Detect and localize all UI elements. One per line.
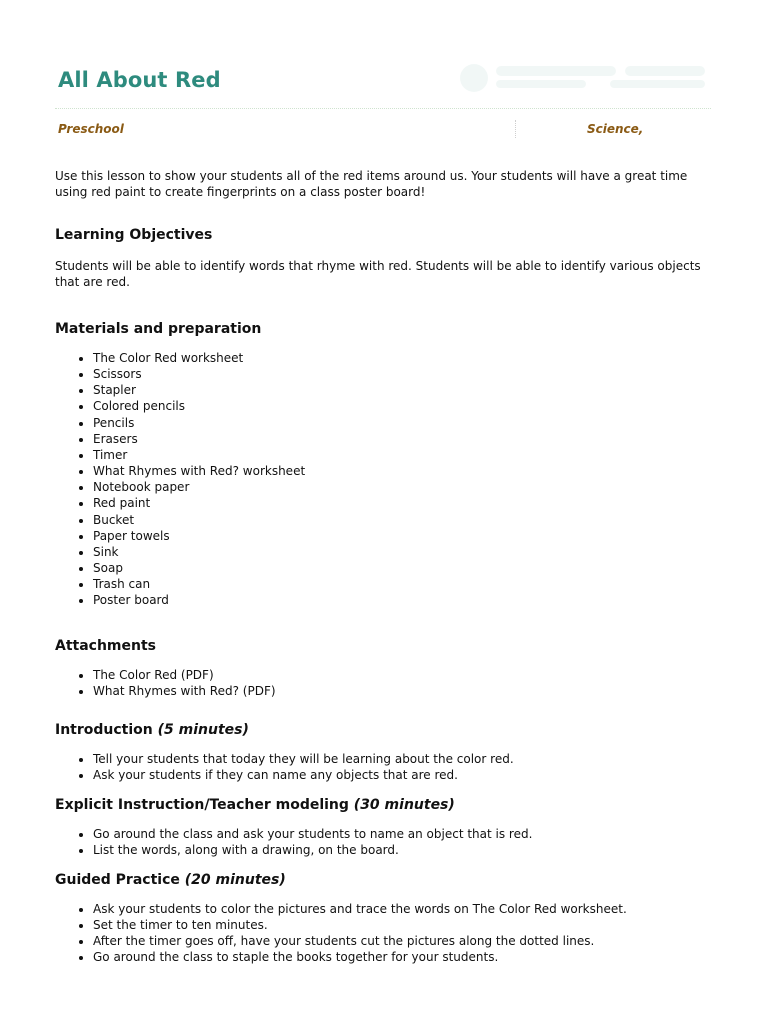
list-item: • Tell your students that today they will be learning about the color red. xyxy=(93,751,715,767)
attachment-link-color-red[interactable]: • The Color Red (PDF) xyxy=(93,667,715,683)
attachments-list xyxy=(55,667,715,699)
guided-list xyxy=(55,901,715,966)
list-item: • Colored pencils xyxy=(93,398,715,414)
guided-heading-text: Guided Practice xyxy=(55,872,180,888)
list-item: • Notebook paper xyxy=(93,479,715,495)
explicit-list xyxy=(55,826,715,858)
list-item: • Soap xyxy=(93,560,715,576)
list-item: • Trash can xyxy=(93,576,715,592)
explicit-heading xyxy=(55,797,715,813)
objectives-text: Students will be able to identify words that rhyme with red. Students will be able to identify various objects that are red. xyxy=(55,259,701,289)
introduction-heading xyxy=(55,722,715,738)
list-item: • Set the timer to ten minutes. xyxy=(93,917,715,933)
introduction-duration: (5 minutes) xyxy=(157,722,249,738)
guided-practice-section xyxy=(55,872,715,966)
watermark-logo xyxy=(460,60,710,100)
list-item: • Red paint xyxy=(93,495,715,511)
page-title: All About Red xyxy=(58,68,221,92)
list-item: • Timer xyxy=(93,447,715,463)
list-item: • Pencils xyxy=(93,415,715,431)
list-item: • Go around the class to staple the books together for your students. xyxy=(93,949,715,965)
materials-section xyxy=(55,321,715,609)
subject-label: Science, xyxy=(587,122,644,136)
introduction-heading-text: Introduction xyxy=(55,722,153,738)
attachments-section xyxy=(55,638,715,699)
lesson-meta xyxy=(55,122,711,140)
objectives-section xyxy=(55,227,715,290)
guided-duration: (20 minutes) xyxy=(184,872,286,888)
list-item: • What Rhymes with Red? worksheet xyxy=(93,463,715,479)
materials-list xyxy=(55,350,715,609)
list-item: • Erasers xyxy=(93,431,715,447)
list-item: • Ask your students if they can name any objects that are red. xyxy=(93,767,715,783)
materials-heading: Materials and preparation xyxy=(55,321,262,337)
list-item: • Stapler xyxy=(93,382,715,398)
grade-label: Preschool xyxy=(58,122,124,136)
list-item: • Poster board xyxy=(93,592,715,608)
list-item: • Sink xyxy=(93,544,715,560)
attachment-link-rhymes[interactable]: • What Rhymes with Red? (PDF) xyxy=(93,683,715,699)
introduction-list xyxy=(55,751,715,783)
title-divider xyxy=(55,108,711,109)
list-item: • The Color Red worksheet xyxy=(93,350,715,366)
explicit-instruction-section xyxy=(55,797,715,858)
list-item: • Bucket xyxy=(93,512,715,528)
list-item: • List the words, along with a drawing, on the board. xyxy=(93,842,715,858)
list-item: • After the timer goes off, have your students cut the pictures along the dotted lines. xyxy=(93,933,715,949)
objectives-heading: Learning Objectives xyxy=(55,227,213,243)
lesson-intro: Use this lesson to show your students all of the red items around us. Your students will have a great time using red paint to create fingerprints on a class poster board! xyxy=(55,169,688,199)
attachments-heading: Attachments xyxy=(55,638,157,654)
list-item: • Ask your students to color the pictures and trace the words on The Color Red worksheet. xyxy=(93,901,715,917)
list-item: • Go around the class and ask your students to name an object that is red. xyxy=(93,826,715,842)
explicit-heading-text: Explicit Instruction/Teacher modeling xyxy=(55,797,349,813)
guided-heading xyxy=(55,872,715,888)
explicit-duration: (30 minutes) xyxy=(353,797,455,813)
introduction-section xyxy=(55,722,715,783)
list-item: • Scissors xyxy=(93,366,715,382)
meta-divider xyxy=(515,120,516,138)
list-item: • Paper towels xyxy=(93,528,715,544)
